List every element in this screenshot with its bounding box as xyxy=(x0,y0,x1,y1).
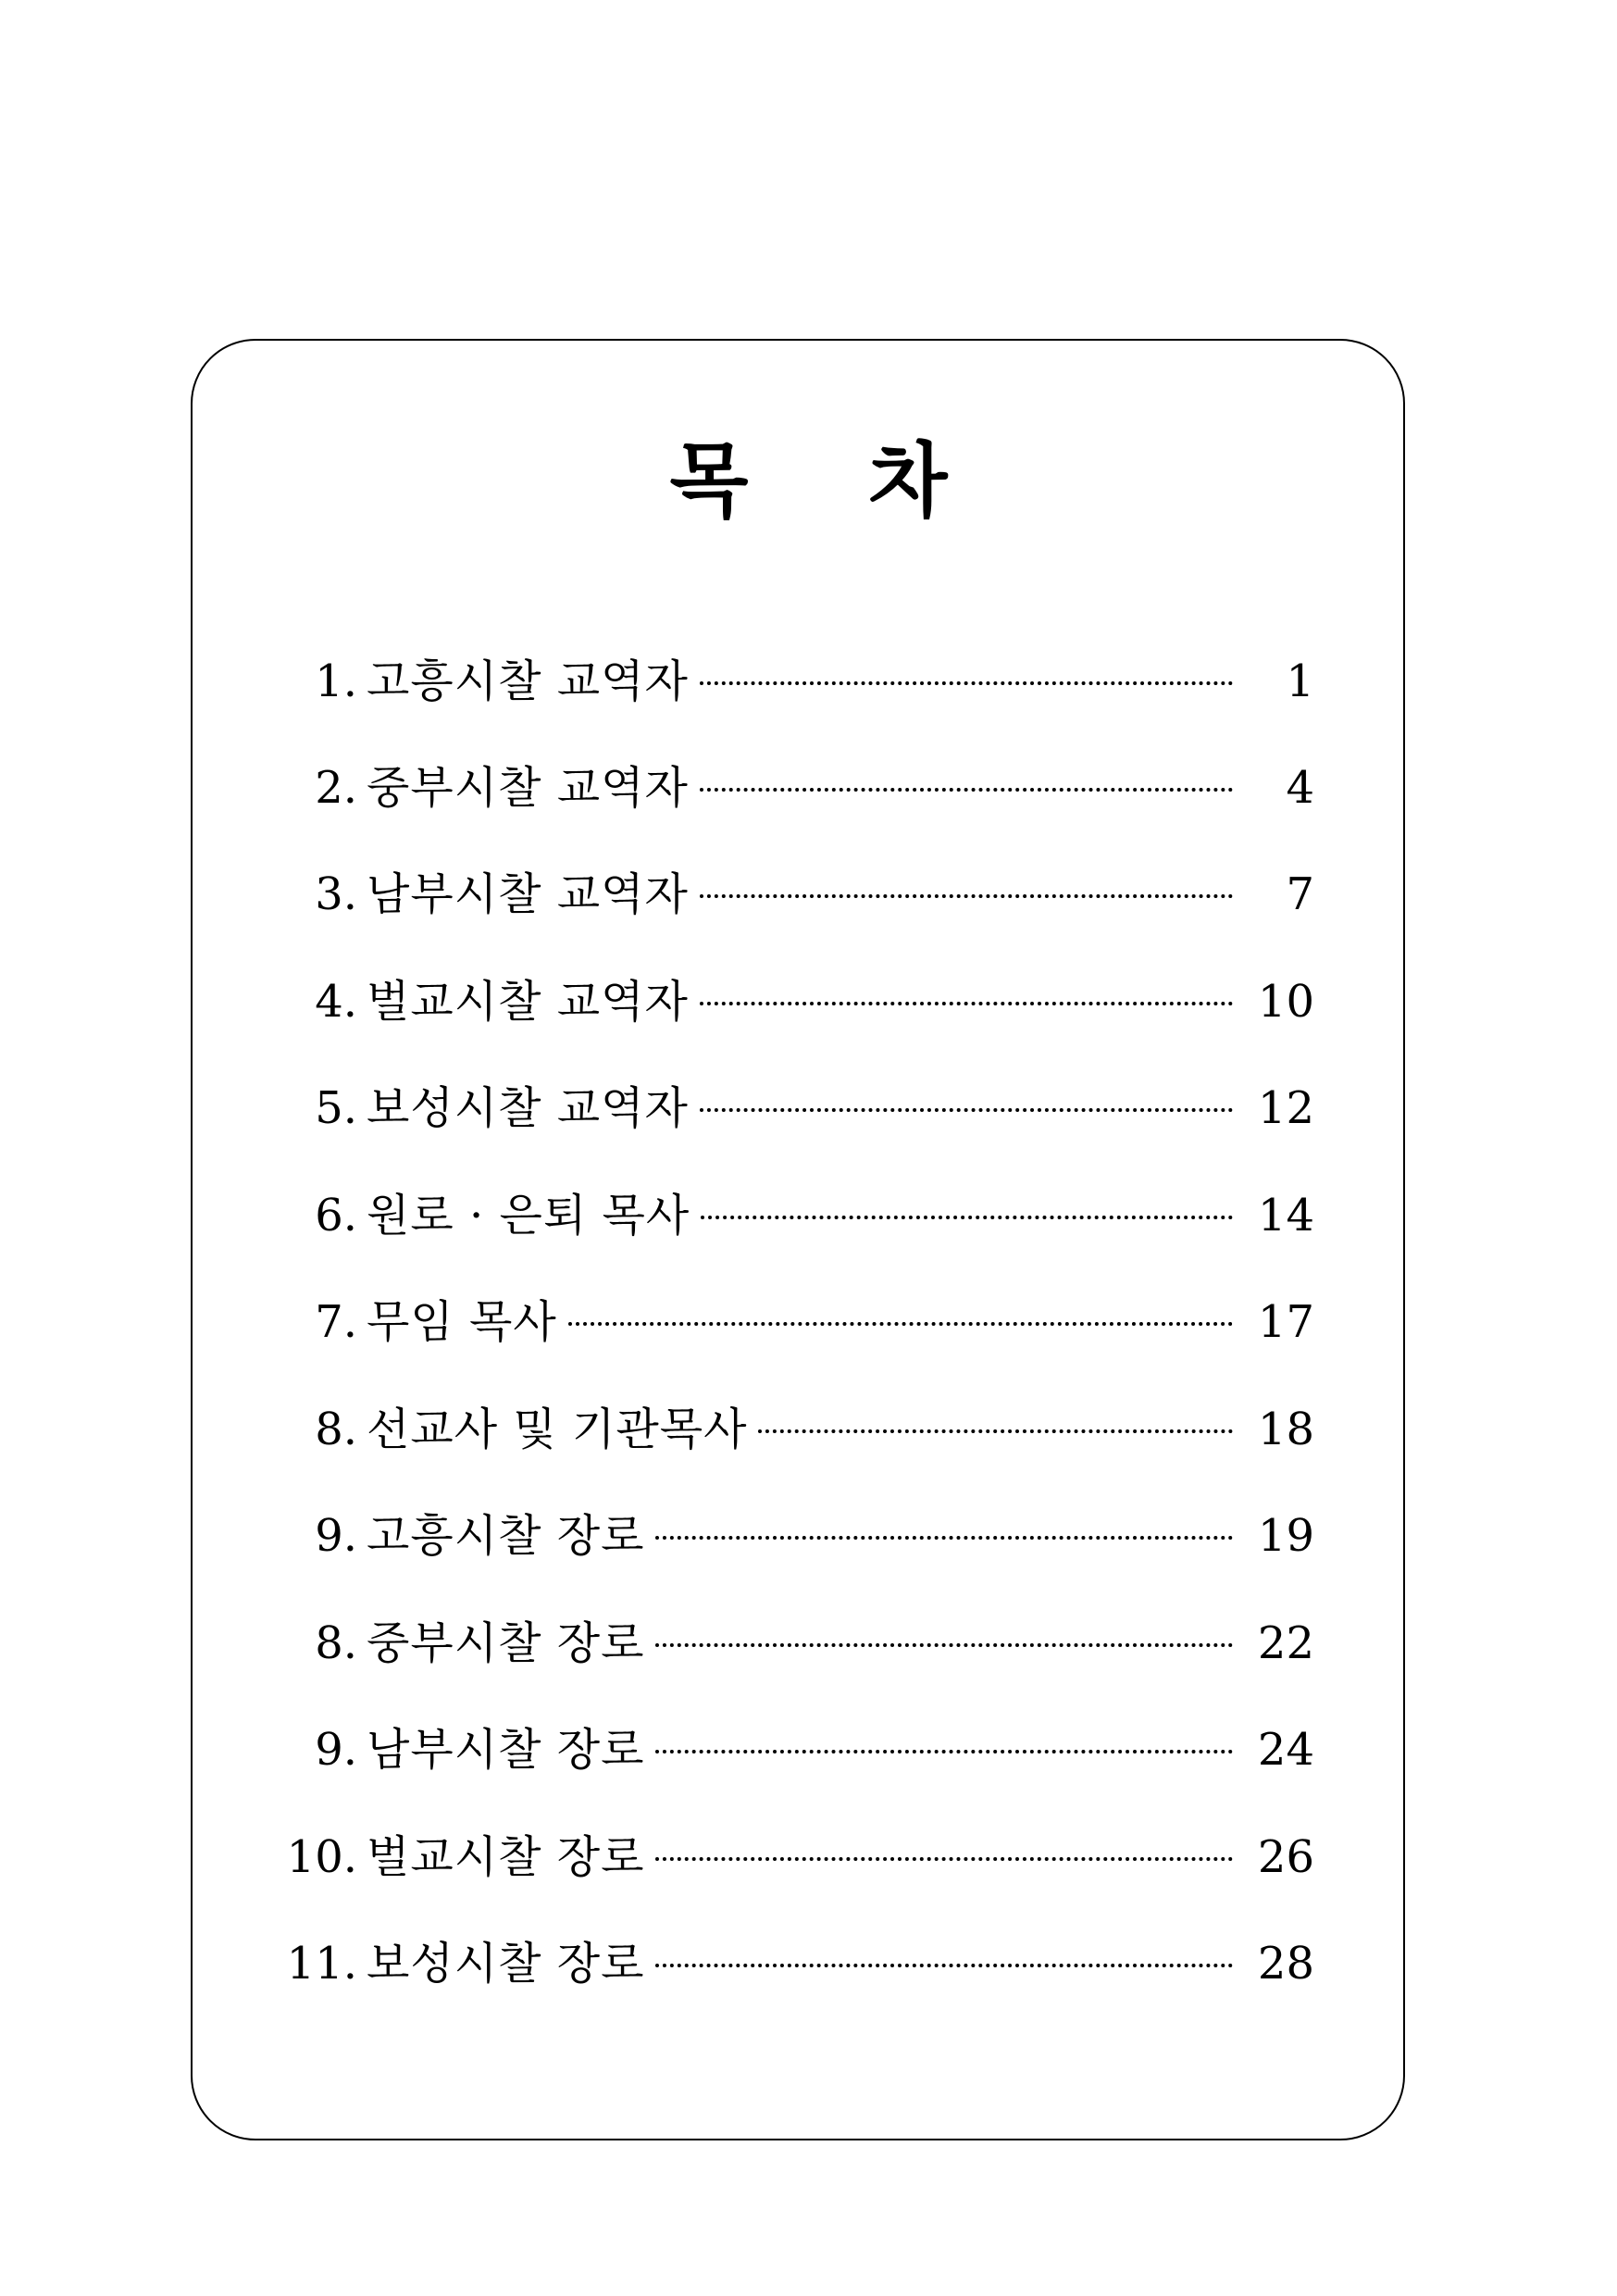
leader-dots xyxy=(655,1643,1233,1647)
leader-dots xyxy=(701,1216,1233,1219)
toc-entry-page: 19 xyxy=(1257,1510,1314,1562)
toc-entry-label: 중부시찰 교역자 xyxy=(367,762,689,814)
toc-entry-number: 10. xyxy=(286,1831,357,1883)
toc-entry[interactable] xyxy=(278,862,1314,927)
leader-dots xyxy=(700,788,1233,792)
toc-entry-page: 28 xyxy=(1257,1938,1314,1990)
leader-dots xyxy=(700,894,1233,898)
toc-entry-number: 2. xyxy=(315,762,357,814)
toc-entry-page: 24 xyxy=(1257,1724,1314,1776)
toc-entry-number: 4. xyxy=(315,976,357,1028)
toc-entry-label: 남부시찰 교역자 xyxy=(367,868,689,920)
toc-entry-number: 7. xyxy=(315,1296,357,1348)
toc-entry-number: 9. xyxy=(315,1510,357,1562)
toc-entry-number: 11. xyxy=(286,1938,357,1990)
leader-dots xyxy=(655,1964,1233,1967)
toc-entry[interactable] xyxy=(278,755,1314,820)
leader-dots xyxy=(700,1108,1233,1112)
leader-dots xyxy=(700,681,1233,685)
toc-entry-label: 벌교시찰 교역자 xyxy=(367,976,689,1028)
toc-entry-label: 무임 목사 xyxy=(367,1296,557,1348)
toc-entry[interactable] xyxy=(278,1397,1314,1462)
toc-entry-label: 벌교시찰 장로 xyxy=(367,1831,645,1883)
toc-entry-label: 보성시찰 교역자 xyxy=(367,1082,689,1134)
toc-entry-page: 17 xyxy=(1257,1296,1314,1348)
toc-entry-number: 8. xyxy=(315,1404,357,1455)
toc-entry[interactable] xyxy=(278,1504,1314,1568)
toc-entry[interactable] xyxy=(278,969,1314,1034)
toc-entry[interactable] xyxy=(278,1076,1314,1141)
toc-entry[interactable] xyxy=(278,1183,1314,1248)
toc-entry-page: 1 xyxy=(1286,655,1314,707)
toc-entry-page: 7 xyxy=(1286,868,1314,920)
title-char-right: 차 xyxy=(868,433,948,529)
leader-dots xyxy=(758,1429,1233,1433)
title-char-left: 목 xyxy=(669,433,749,529)
leader-dots xyxy=(655,1750,1233,1753)
leader-dots xyxy=(700,1002,1233,1005)
toc-entry-page: 22 xyxy=(1257,1617,1314,1669)
toc-entry-page: 14 xyxy=(1257,1190,1314,1242)
leader-dots xyxy=(568,1322,1233,1326)
toc-entry[interactable] xyxy=(278,1931,1314,1996)
toc-entry-label: 보성시찰 장로 xyxy=(367,1938,645,1990)
toc-entry-label: 원로 · 은퇴 목사 xyxy=(367,1190,690,1242)
toc-entry-number: 6. xyxy=(315,1190,357,1242)
toc-entry[interactable] xyxy=(278,1611,1314,1676)
leader-dots xyxy=(655,1536,1233,1540)
toc-entry-number: 5. xyxy=(315,1082,357,1134)
toc-entry[interactable] xyxy=(278,1290,1314,1354)
leader-dots xyxy=(655,1857,1233,1861)
toc-entry-label: 고흥시찰 장로 xyxy=(367,1510,645,1562)
toc-entry-label: 남부시찰 장로 xyxy=(367,1724,645,1776)
toc-entry-page: 12 xyxy=(1257,1082,1314,1134)
toc-entry-number: 8. xyxy=(315,1617,357,1669)
toc-entry-number: 1. xyxy=(315,655,357,707)
toc-entry-label: 선교사 및 기관목사 xyxy=(367,1404,748,1455)
toc-entry-page: 10 xyxy=(1257,976,1314,1028)
toc-entry-label: 중부시찰 장로 xyxy=(367,1617,645,1669)
toc-entry-label: 고흥시찰 교역자 xyxy=(367,655,689,707)
toc-entry-number: 3. xyxy=(315,868,357,920)
toc-entry[interactable] xyxy=(278,649,1314,714)
toc-entry-number: 9. xyxy=(315,1724,357,1776)
toc-entry[interactable] xyxy=(278,1825,1314,1890)
toc-entry-page: 26 xyxy=(1257,1831,1314,1883)
toc-entry[interactable] xyxy=(278,1717,1314,1782)
toc-entry-page: 18 xyxy=(1257,1404,1314,1455)
toc-entry-page: 4 xyxy=(1286,762,1314,814)
